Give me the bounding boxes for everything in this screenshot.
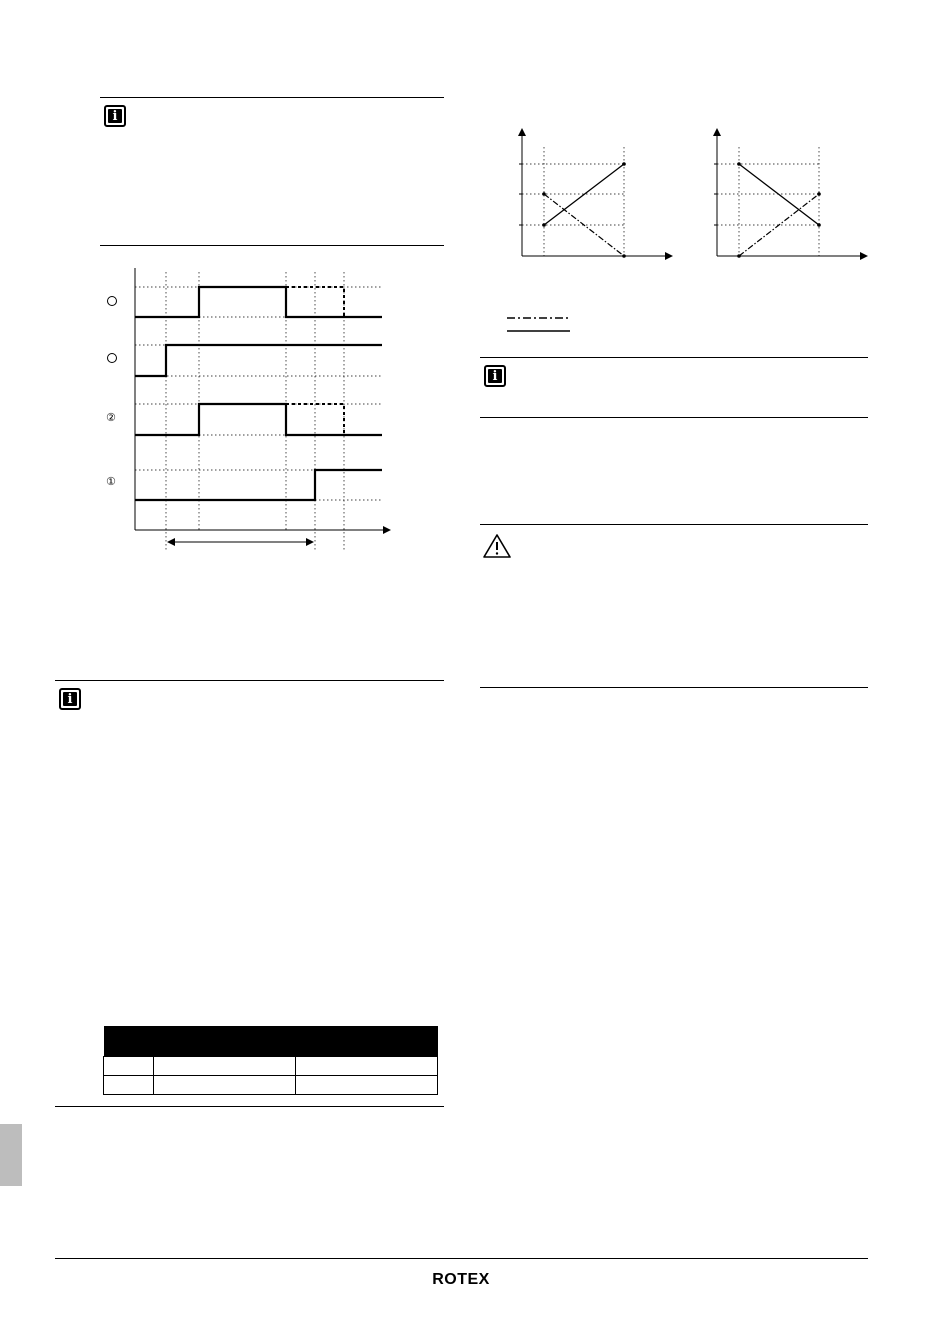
table-cell xyxy=(296,1057,438,1076)
rotex-logo xyxy=(431,1268,491,1288)
table-cell xyxy=(296,1076,438,1095)
info-block-3-top-rule xyxy=(480,357,868,358)
info-block-2-top-rule xyxy=(55,680,444,681)
warning-icon xyxy=(482,533,512,559)
table-cell xyxy=(104,1057,154,1076)
svg-text:ROTEX: ROTEX xyxy=(432,1271,490,1288)
table-cell xyxy=(154,1076,296,1095)
signal-4 xyxy=(135,470,382,500)
row-marker-1 xyxy=(107,296,117,306)
settings-table xyxy=(103,1026,438,1095)
table-row xyxy=(104,1057,438,1076)
table-row xyxy=(104,1076,438,1095)
row-marker-4: ① xyxy=(106,475,116,488)
curve-graph-right xyxy=(705,125,875,265)
table-header-cell xyxy=(296,1026,438,1057)
signal-2 xyxy=(135,345,382,376)
warning-block-bottom-rule xyxy=(480,687,868,688)
curve-solid xyxy=(544,164,624,225)
info-block-2-bottom-rule xyxy=(55,1106,444,1107)
info-icon: i xyxy=(104,105,126,127)
row-marker-3: ② xyxy=(106,411,116,424)
side-chapter-tab xyxy=(0,1124,22,1186)
warning-block-top-rule xyxy=(480,524,868,525)
table-cell xyxy=(104,1076,154,1095)
curve-dashdot xyxy=(544,194,624,256)
curve-graph-left xyxy=(510,125,680,265)
info-icon: i xyxy=(484,365,506,387)
curve-legend xyxy=(505,312,575,336)
curve-dashdot xyxy=(739,194,819,256)
curve-solid xyxy=(739,164,819,225)
timing-diagram xyxy=(100,262,400,557)
row-marker-2 xyxy=(107,353,117,363)
table-header-cell xyxy=(154,1026,296,1057)
info-block-3-bottom-rule xyxy=(480,417,868,418)
footer-rule xyxy=(55,1258,868,1259)
info-block-1-bottom-rule xyxy=(100,245,444,246)
info-block-1-top-rule xyxy=(100,97,444,98)
table-cell xyxy=(154,1057,296,1076)
info-icon: i xyxy=(59,688,81,710)
table-header-row xyxy=(104,1026,438,1057)
table-header-cell xyxy=(104,1026,154,1057)
